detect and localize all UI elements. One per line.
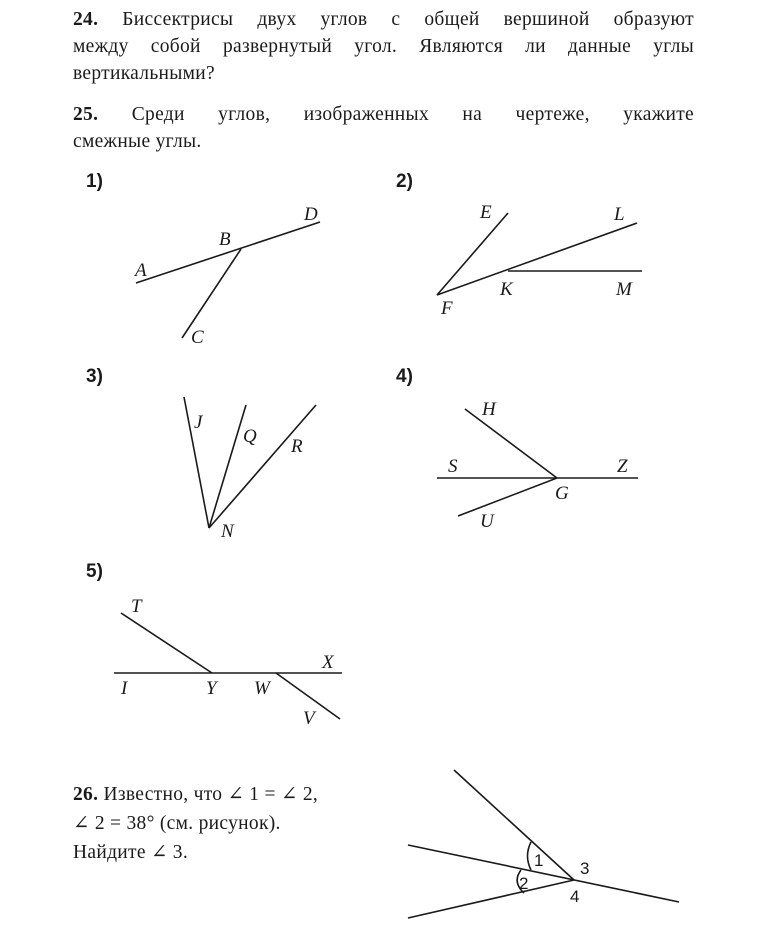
point-u-label: U — [480, 511, 494, 532]
problem-25-line2: смежные углы. — [73, 131, 202, 152]
point-x-label: X — [322, 652, 334, 673]
figure-2 — [437, 202, 642, 319]
ray-nr — [209, 405, 316, 528]
figure-26 — [408, 770, 679, 918]
figure-1 — [133, 204, 320, 348]
problem-24-number: 24. — [73, 9, 99, 30]
point-z-label: Z — [617, 456, 628, 477]
problem-26-line3: Найдите ∠ 3. — [73, 842, 189, 863]
problem-24-line2: между собой развернутый угол. Являются ли данные углы — [73, 36, 694, 57]
point-m-label: M — [616, 279, 632, 300]
point-r-label: R — [291, 436, 303, 457]
point-l-label: L — [614, 204, 625, 225]
angle-1-label: 1 — [534, 851, 544, 870]
point-d-label: D — [304, 204, 318, 225]
problem-26-number: 26. — [73, 784, 99, 805]
point-h-label: H — [482, 399, 496, 420]
point-v-label: V — [303, 708, 315, 729]
angle-4-label: 4 — [570, 887, 580, 906]
problem-26-text1: Известно, что ∠ 1 = ∠ 2, — [103, 784, 319, 805]
problem-24-text1: Биссектрисы двух углов с общей вершиной образуют — [122, 9, 694, 30]
point-g-label: G — [555, 483, 569, 504]
point-f-label: F — [441, 298, 453, 319]
problem-25-number: 25. — [73, 104, 99, 125]
point-t-label: T — [131, 596, 142, 617]
line-lower — [408, 880, 574, 918]
point-q-label: Q — [243, 426, 257, 447]
problem-26-line2: ∠ 2 = 38° (см. рисунок). — [73, 813, 281, 834]
figure-5 — [114, 596, 342, 729]
figure-5-label: 5) — [86, 561, 103, 582]
arc-angle-1 — [528, 842, 532, 870]
ray-nq — [209, 405, 246, 528]
figure-3-label: 3) — [86, 366, 103, 387]
point-s-label: S — [448, 456, 458, 477]
figure-2-label: 2) — [396, 171, 413, 192]
point-j-label: J — [194, 412, 203, 433]
ray-fl — [437, 223, 637, 295]
ray-yt — [121, 613, 212, 673]
ray-bc — [182, 249, 241, 338]
point-n-label: N — [221, 521, 234, 542]
point-i-label: I — [121, 678, 128, 699]
figure-4-label: 4) — [396, 366, 413, 387]
figure-4 — [437, 399, 638, 532]
point-e-label: E — [480, 202, 492, 223]
point-y-label: Y — [206, 678, 217, 699]
figure-3 — [184, 397, 316, 542]
problem-24-line3: вертикальными? — [73, 63, 215, 84]
point-c-label: C — [191, 327, 204, 348]
point-k-label: K — [500, 279, 513, 300]
point-w-label: W — [254, 678, 270, 699]
angle-2-label: 2 — [519, 874, 529, 893]
angle-3-label: 3 — [580, 859, 590, 878]
point-a-label: A — [135, 260, 147, 281]
ray-gh — [465, 409, 557, 478]
line-ray — [454, 770, 574, 880]
point-b-label: B — [219, 229, 231, 250]
figure-1-label: 1) — [86, 171, 103, 192]
line-upper — [408, 845, 679, 902]
ray-gu — [458, 478, 557, 516]
problem-25-text1: Среди углов, изображенных на чертеже, укажите — [131, 104, 694, 125]
